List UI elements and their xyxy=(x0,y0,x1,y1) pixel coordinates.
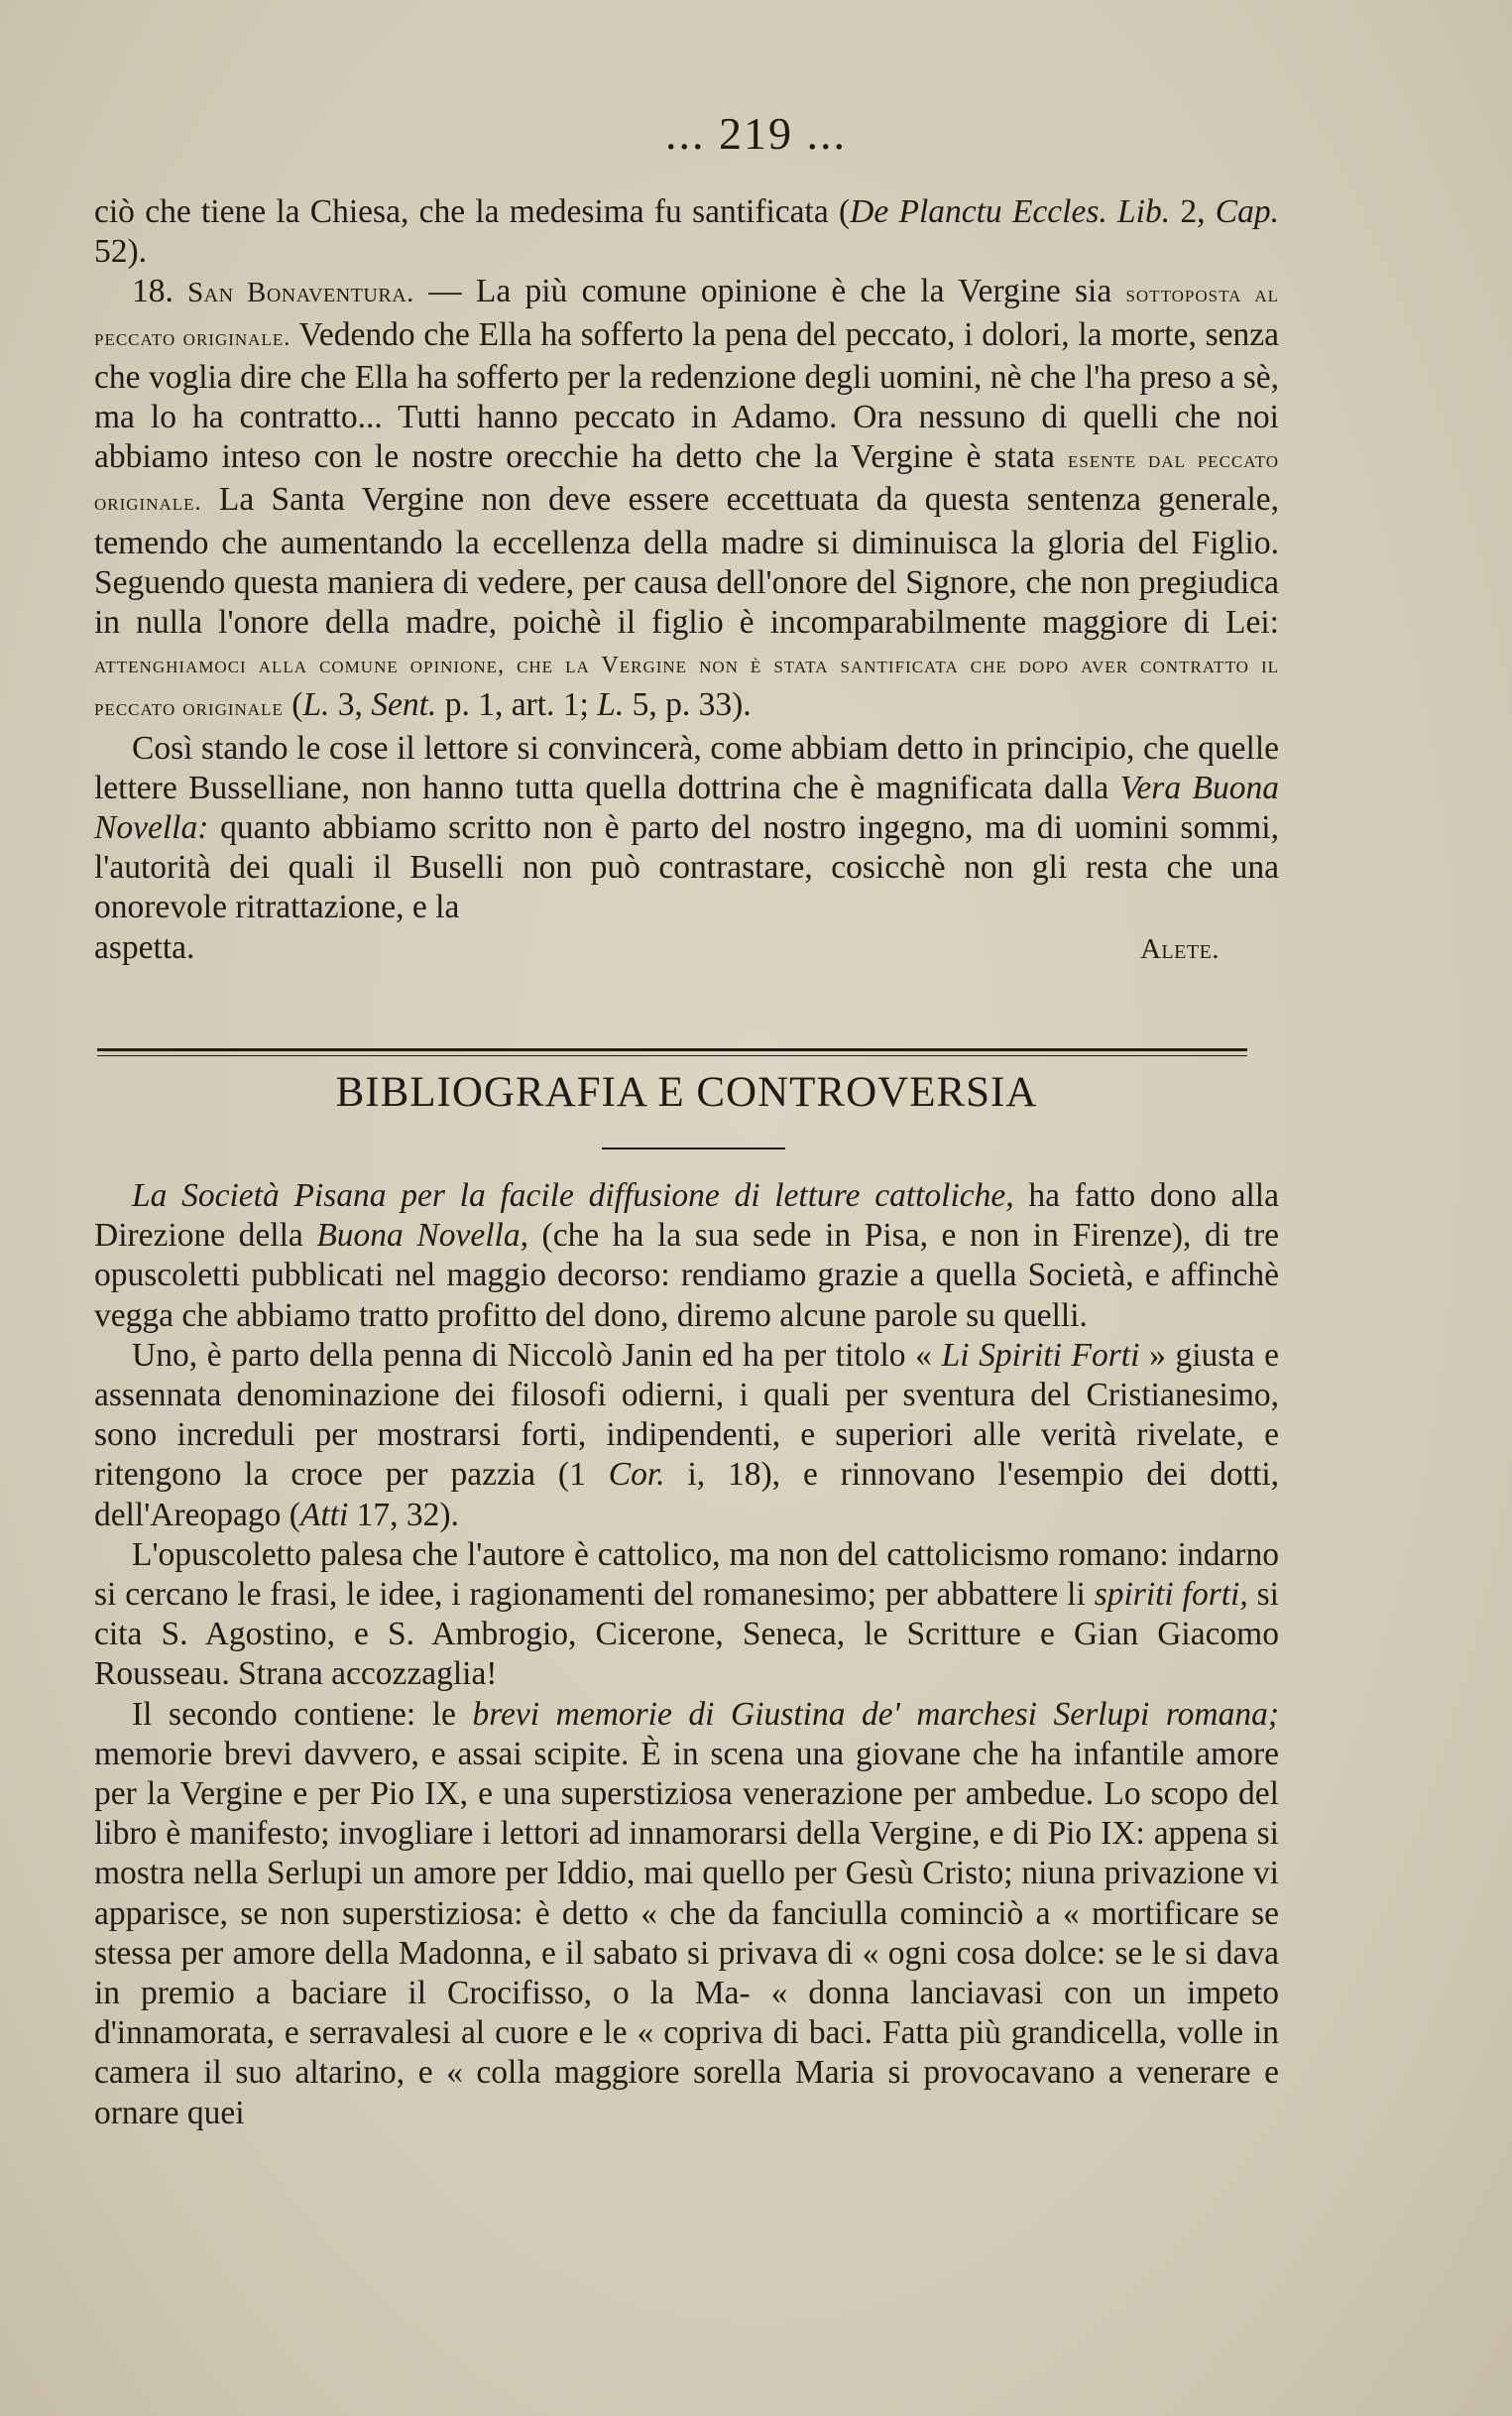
text-run: Così stando le cose il lettore si convincerà, come abbiam detto in principio, che quelle lettere Busselliane, non hanno tutta quella dottrina che è magnificata dalla xyxy=(94,729,1279,806)
citation-italic: Cor. xyxy=(608,1456,665,1494)
section-paragraph-3 xyxy=(94,1535,1279,1695)
text-run: 3, xyxy=(329,686,372,724)
article-paragraph-1 xyxy=(94,192,1279,272)
bibliography-section xyxy=(94,1176,1279,2133)
closing-line xyxy=(94,928,1279,969)
text-run: i, 18), e rinnovano l'esempio dei dotti, dell'Areopago ( xyxy=(94,1456,1279,1533)
text-run: Il secondo contiene: le xyxy=(132,1695,473,1733)
text-run: p. 1, art. 1; xyxy=(436,686,598,724)
citation-italic: Atti xyxy=(299,1496,349,1533)
text-run: ha fatto dono alla Direzione della xyxy=(94,1177,1279,1255)
text-run: 2, xyxy=(1170,193,1216,230)
paragraph-number: 18. xyxy=(132,273,188,310)
text-run: 5, p. 33). xyxy=(624,686,752,724)
title-italic: brevi memorie di Giustina de' marchesi Serlupi romana; xyxy=(472,1695,1280,1733)
section-heading: BIBLIOGRAFIA E CONTROVERSIA xyxy=(335,1069,1038,1116)
text-run: Uno, è parto della penna di Niccolò Janin ed ha per titolo « xyxy=(132,1336,942,1374)
text-run: ( xyxy=(283,686,303,724)
emphasis-smallcaps: esente dal peccato originale. xyxy=(94,447,1279,517)
text-run: » giusta e assennata denominazione dei filosofi odierni, i quali per sventura del Cristianesimo, sono increduli per mostrarsi forti, indipendenti, e superiori alle verità rivelate, e ritengono la croce per pazzia (1 xyxy=(94,1336,1280,1494)
citation-italic: Sent. xyxy=(371,686,437,724)
title-italic: spiriti forti, xyxy=(1094,1576,1248,1614)
section-paragraph-1 xyxy=(94,1176,1279,1336)
text-run: Vedendo che Ella ha sofferto la pena del peccato, i dolori, la morte, senza che voglia dire che Ella ha sofferto per la redenzione degli uomini, nè che l'ha preso a sè, ma lo ha contratto... Tutti hanno peccato in Adamo. Ora nessuno di quelli che noi abbiamo inteso con le nostre orecchie ha detto che la Vergine è stata xyxy=(94,315,1279,476)
text-run: — La più comune opinione è che la Vergine sia xyxy=(413,273,1126,310)
citation-italic: Cap. xyxy=(1215,193,1279,230)
text-run: La Santa Vergine non deve essere eccettuata da questa sentenza generale, temendo che aumentando la eccellenza della madre si diminuisca la gloria del Figlio. Seguendo questa maniera di vedere, per causa dell'onore del Signore, che non pregiudica in nulla l'onore della madre, poichè il figlio è incomparabilmente maggiore di Lei: xyxy=(94,481,1279,642)
title-italic: Buona Novella, xyxy=(316,1217,528,1255)
author-name: San Bonaventura. xyxy=(187,277,414,309)
article-paragraph-3 xyxy=(94,729,1279,928)
title-italic: Li Spiriti Forti xyxy=(941,1336,1140,1374)
emphasis-smallcaps: attenghiamoci alla comune opinione, che la Vergine non è stata santificata che dopo aver contratto il peccato originale xyxy=(94,653,1279,722)
text-run: (che ha la sua sede in Pisa, e non in Firenze), di tre opuscoletti pubblicati nel maggio decorso: rendiamo grazie a quella Società, e affinchè vegga che abbiamo tratto profitto del dono, diremo alcune parole su quelli. xyxy=(94,1217,1279,1334)
section-divider xyxy=(97,1048,1247,1056)
title-italic: La Società Pisana per la facile diffusione di letture cattoliche, xyxy=(132,1177,1014,1214)
section-paragraph-2 xyxy=(94,1336,1279,1535)
section-paragraph-4 xyxy=(94,1695,1279,2133)
text-run: L'opuscoletto palesa che l'autore è cattolico, ma non del cattolicismo romano: indarno si cercano le frasi, le idee, i ragionamenti del romanesimo; per abbattere li xyxy=(94,1535,1279,1614)
text-run: ciò che tiene la Chiesa, che la medesima fu santificata ( xyxy=(94,193,851,230)
text-run: 17, 32). xyxy=(348,1496,459,1533)
text-run: 52). xyxy=(94,233,148,271)
page-number: ... 219 ... xyxy=(665,108,847,159)
citation-italic: L. xyxy=(597,686,625,724)
emphasis-smallcaps: sottoposta al peccato originale. xyxy=(94,282,1279,351)
text-run: memorie brevi davvero, e assai scipite. È in scena una giovane che ha infantile amore per la Vergine e per Pio IX, e una superstiziosa venerazione per ambedue. Lo scopo del libro è manifesto; invogliare i lettori ad innamorarsi della Vergine, e di Pio IX: appena si mostra nella Serlupi un amore per Iddio, mai quello per Gesù Cristo; niuna privazione vi apparisce, se non superstiziosa: è detto « che da fanciulla cominciò a « mortificare se stessa per amore della Madonna, e il sabato si privava di « ogni cosa dolce: se le si dava in premio a baciare il Crocifisso, o la Ma- « donna lanciavasi con un impeto d'innamorata, e serravalesi al cuore e le « copriva di baci. Fatta più grandicella, volle in camera il suo altarino, e « colla maggiore sorella Maria si provocavano a venerare e ornare quei xyxy=(94,1735,1279,2131)
citation-italic: L. xyxy=(302,686,330,724)
author-signature: Alete. xyxy=(1140,932,1220,965)
text-run: quanto abbiamo scritto non è parto del nostro ingegno, ma di uomini sommi, l'autorità dei quali il Buselli non può contrastare, cosicchè non gli resta che una onorevole ritrattazione, e la xyxy=(94,809,1279,926)
text-run: si cita S. Agostino, e S. Ambrogio, Cicerone, Seneca, le Scritture e Gian Giacomo Rousseau. Strana accozzaglia! xyxy=(94,1576,1279,1693)
closing-word: aspetta. xyxy=(94,928,195,966)
heading-underline xyxy=(602,1148,785,1149)
citation-italic: De Planctu Eccles. Lib. xyxy=(850,193,1171,230)
title-italic: Vera Buona Novella: xyxy=(94,769,1279,847)
article-continuation xyxy=(94,192,1279,969)
article-paragraph-2 xyxy=(94,272,1279,728)
